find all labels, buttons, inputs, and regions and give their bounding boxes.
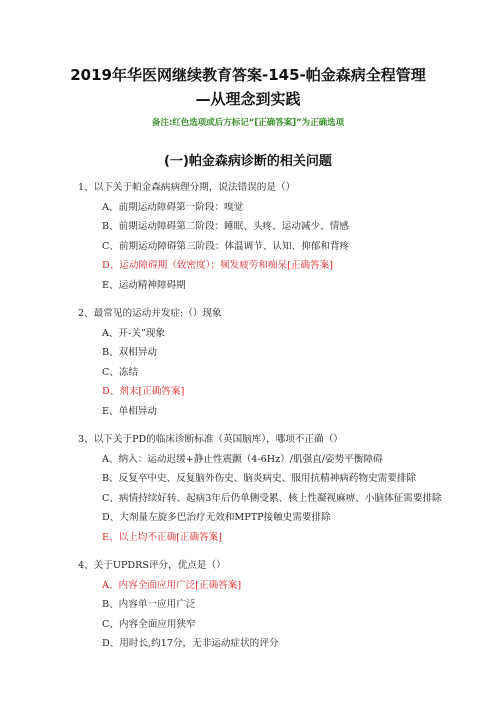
option-a: A、开-关”现象 xyxy=(102,327,166,339)
option-a: A、前期运动障碍第一阶段：嗅觉 xyxy=(102,201,244,213)
question-stem: 2、最常见的运动并发症:（）现象 xyxy=(78,308,222,319)
option-e: E、运动精神障碍期 xyxy=(102,279,186,291)
option-d-correct: D、剂末[正确答案] xyxy=(102,386,185,397)
option-a: A、纳入：运动迟缓+静止性震颤（4-6Hz）/肌强直/姿势平衡障碍 xyxy=(102,453,383,465)
question-1 xyxy=(78,178,448,295)
option-c: C、病情持续好转、起病3年后仍单侧受累、核上性凝视麻痹、小脑体征需要排除 xyxy=(102,492,442,504)
document-title xyxy=(60,63,436,111)
title-line-1: 2019年华医网继续教育答案-145-帕金森病全程管理 xyxy=(70,66,426,84)
option-d: D、用时长,约17分，无非运动症状的评分 xyxy=(102,638,279,649)
question-list xyxy=(78,178,448,654)
question-stem: 4、关于UPDRS评分，优点是（） xyxy=(78,560,226,571)
question-4 xyxy=(78,556,448,654)
option-b: B、内容单一应用广泛 xyxy=(102,599,196,610)
option-d: D、大剂量左旋多巴治疗无效和MPTP接触史需要排除 xyxy=(102,512,331,523)
question-stem: 1、以下关于帕金森病病理分期，说法错误的是（） xyxy=(78,182,296,193)
option-b: B、前期运动障碍第二阶段：睡眠、头疼、运动减少、情感 xyxy=(102,221,349,232)
option-a-correct: A、内容全面应用广泛[正确答案] xyxy=(102,579,242,591)
option-e-correct: E、以上均不正确[正确答案] xyxy=(102,531,223,543)
option-b: B、双相异动 xyxy=(102,347,158,358)
option-c: C、冻结 xyxy=(102,366,139,378)
option-e: E、单相异动 xyxy=(102,405,157,417)
title-line-2: —从理念到实践 xyxy=(195,90,301,108)
question-stem: 3、以下关于PD的临床诊断标准（英国脑库），哪项不正确（） xyxy=(78,434,343,445)
answer-note: 备注:红色选项或后方标记“[正确答案]”为正确选项 xyxy=(151,118,345,128)
option-d-correct: D、运动障碍期（致密度）：频发疲劳和痴呆[正确答案] xyxy=(102,260,334,271)
question-3 xyxy=(78,430,448,547)
section-title: (一)帕金森病诊断的相关问题 xyxy=(164,154,332,169)
question-2 xyxy=(78,304,448,421)
option-c: C、前期运动障碍第三阶段：体温调节、认知、抑郁和背疼 xyxy=(102,240,350,252)
option-c: C、内容全面应用狭窄 xyxy=(102,618,196,630)
option-b: B、反复卒中史、反复脑外伤史、脑炎病史、服用抗精神病药物史需要排除 xyxy=(102,473,417,484)
